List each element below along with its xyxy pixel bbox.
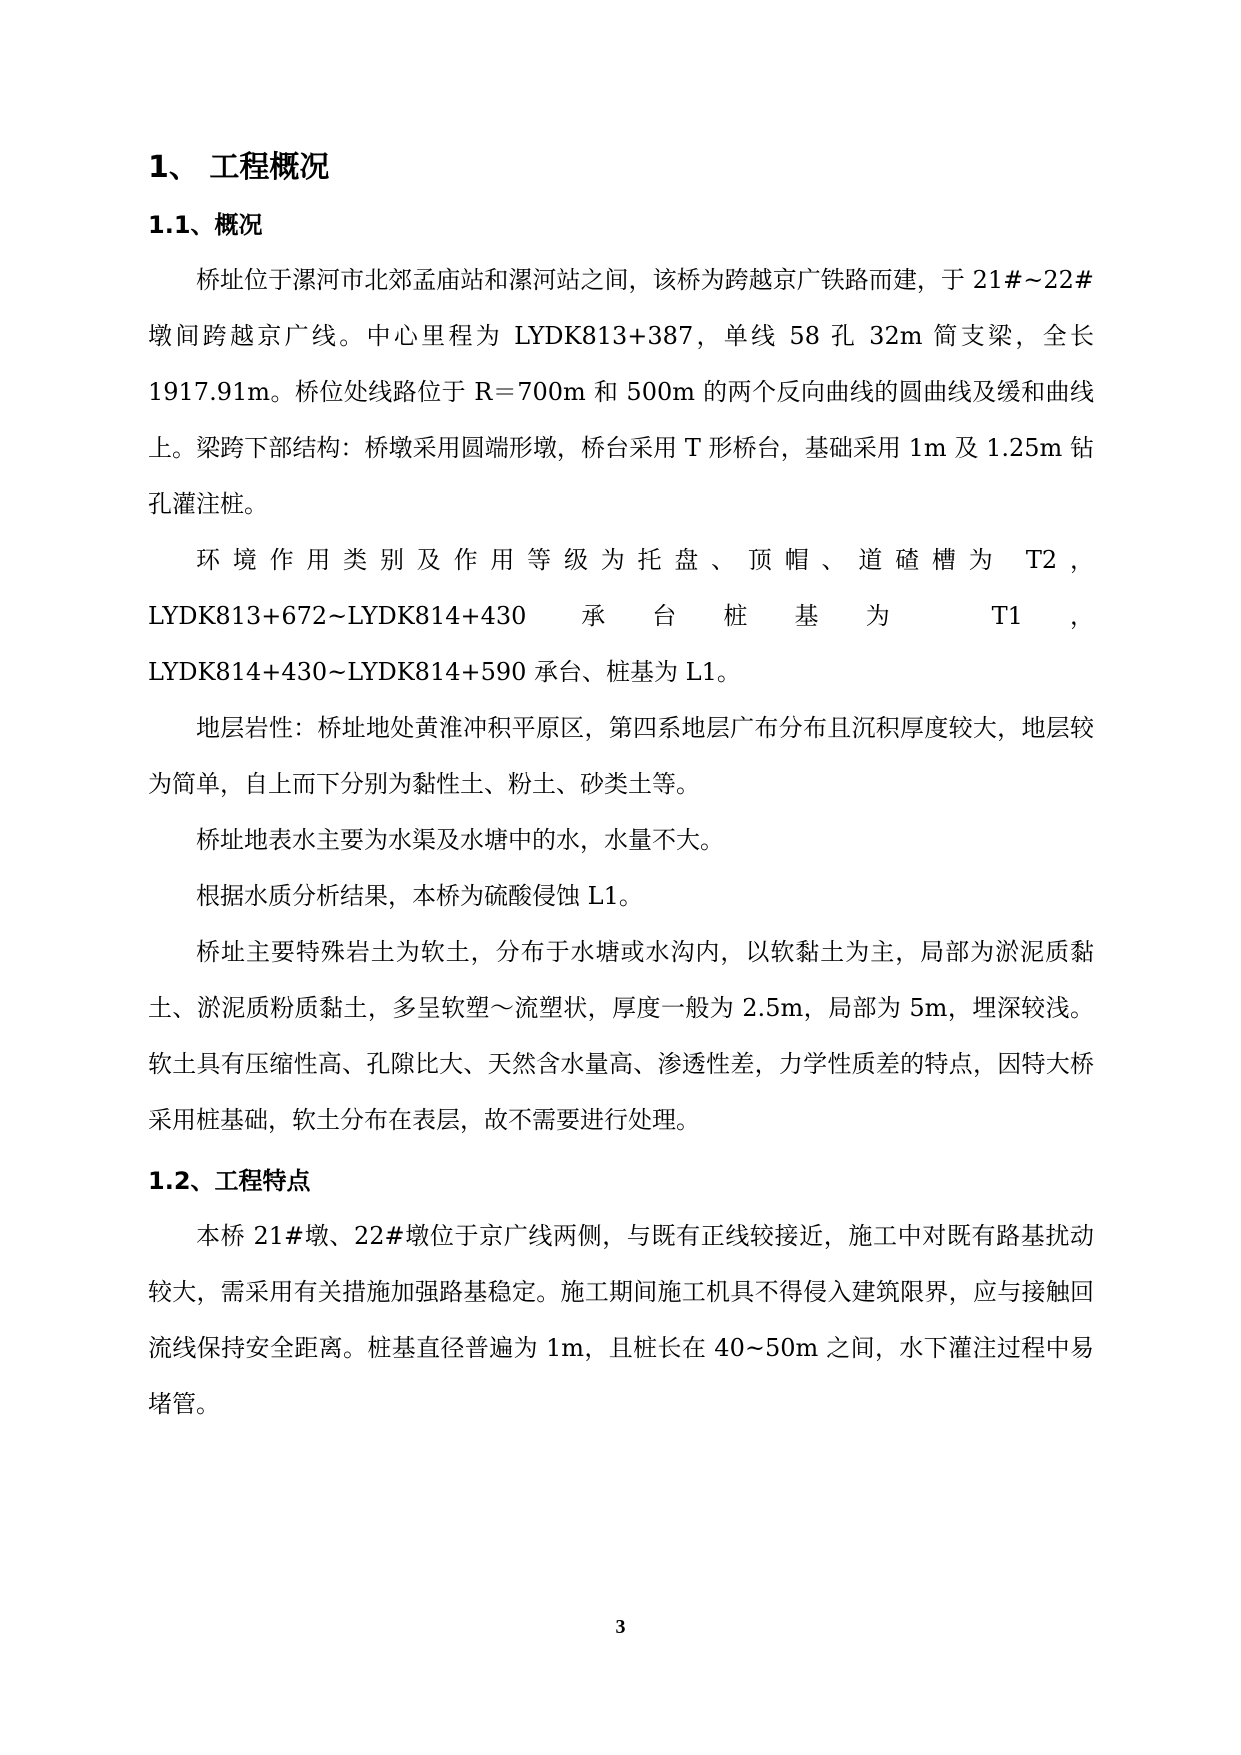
paragraph-environment: 环境作用类别及作用等级为托盘、顶帽、道碴槽为 T2，LYDK813+672~LYDK814+430 承台桩基为 T1，LYDK814+430~LYDK814+590 承台、桩基为 L1。 — [148, 546, 1094, 686]
paragraph-water-quality: 根据水质分析结果，本桥为硫酸侵蚀 L1。 — [196, 882, 643, 910]
paragraph-soft-soil: 桥址主要特殊岩土为软土，分布于水塘或水沟内，以软黏土为主，局部为淤泥质黏土、淤泥质粉质黏土，多呈软塑～流塑状，厚度一般为 2.5m，局部为 5m，埋深较浅。软土具有压缩性高、孔隙比大、天然含水量高、渗透性差，力学性质差的特点，因特大桥采用桩基础，软土分布在表层，故不需要进行处理。 — [148, 938, 1094, 1134]
paragraph-overview: 桥址位于漯河市北郊孟庙站和漯河站之间，该桥为跨越京广铁路而建，于 21#~22#墩间跨越京广线。中心里程为 LYDK813+387，单线 58 孔 32m 简支梁，全长 1917.91m。桥位处线路位于 R＝700m 和 500m 的两个反向曲线的圆曲线及缓和曲线上。梁跨下部结构：桥墩采用圆端形墩，桥台采用 T 形桥台，基础采用 1m 及 1.25m 钻孔灌注桩。 — [148, 266, 1094, 518]
page-number: 3 — [615, 1616, 626, 1638]
section-heading-1-1: 1.1、概况 — [148, 211, 263, 239]
paragraph-surface-water: 桥址地表水主要为水渠及水塘中的水，水量不大。 — [196, 826, 724, 854]
paragraph-features: 本桥 21#墩、22#墩位于京广线两侧，与既有正线较接近，施工中对既有路基扰动较大，需采用有关措施加强路基稳定。施工期间施工机具不得侵入建筑限界，应与接触回流线保持安全距离。桩基直径普遍为 1m，且桩长在 40~50m 之间，水下灌注过程中易堵管。 — [148, 1222, 1094, 1418]
page-content — [148, 148, 1094, 1432]
section-heading-1-2: 1.2、工程特点 — [148, 1167, 311, 1195]
section-heading-1: 1、 工程概况 — [148, 150, 330, 185]
paragraph-stratum: 地层岩性：桥址地处黄淮冲积平原区，第四系地层广布分布且沉积厚度较大，地层较为简单，自上而下分别为黏性土、粉土、砂类土等。 — [148, 714, 1094, 798]
